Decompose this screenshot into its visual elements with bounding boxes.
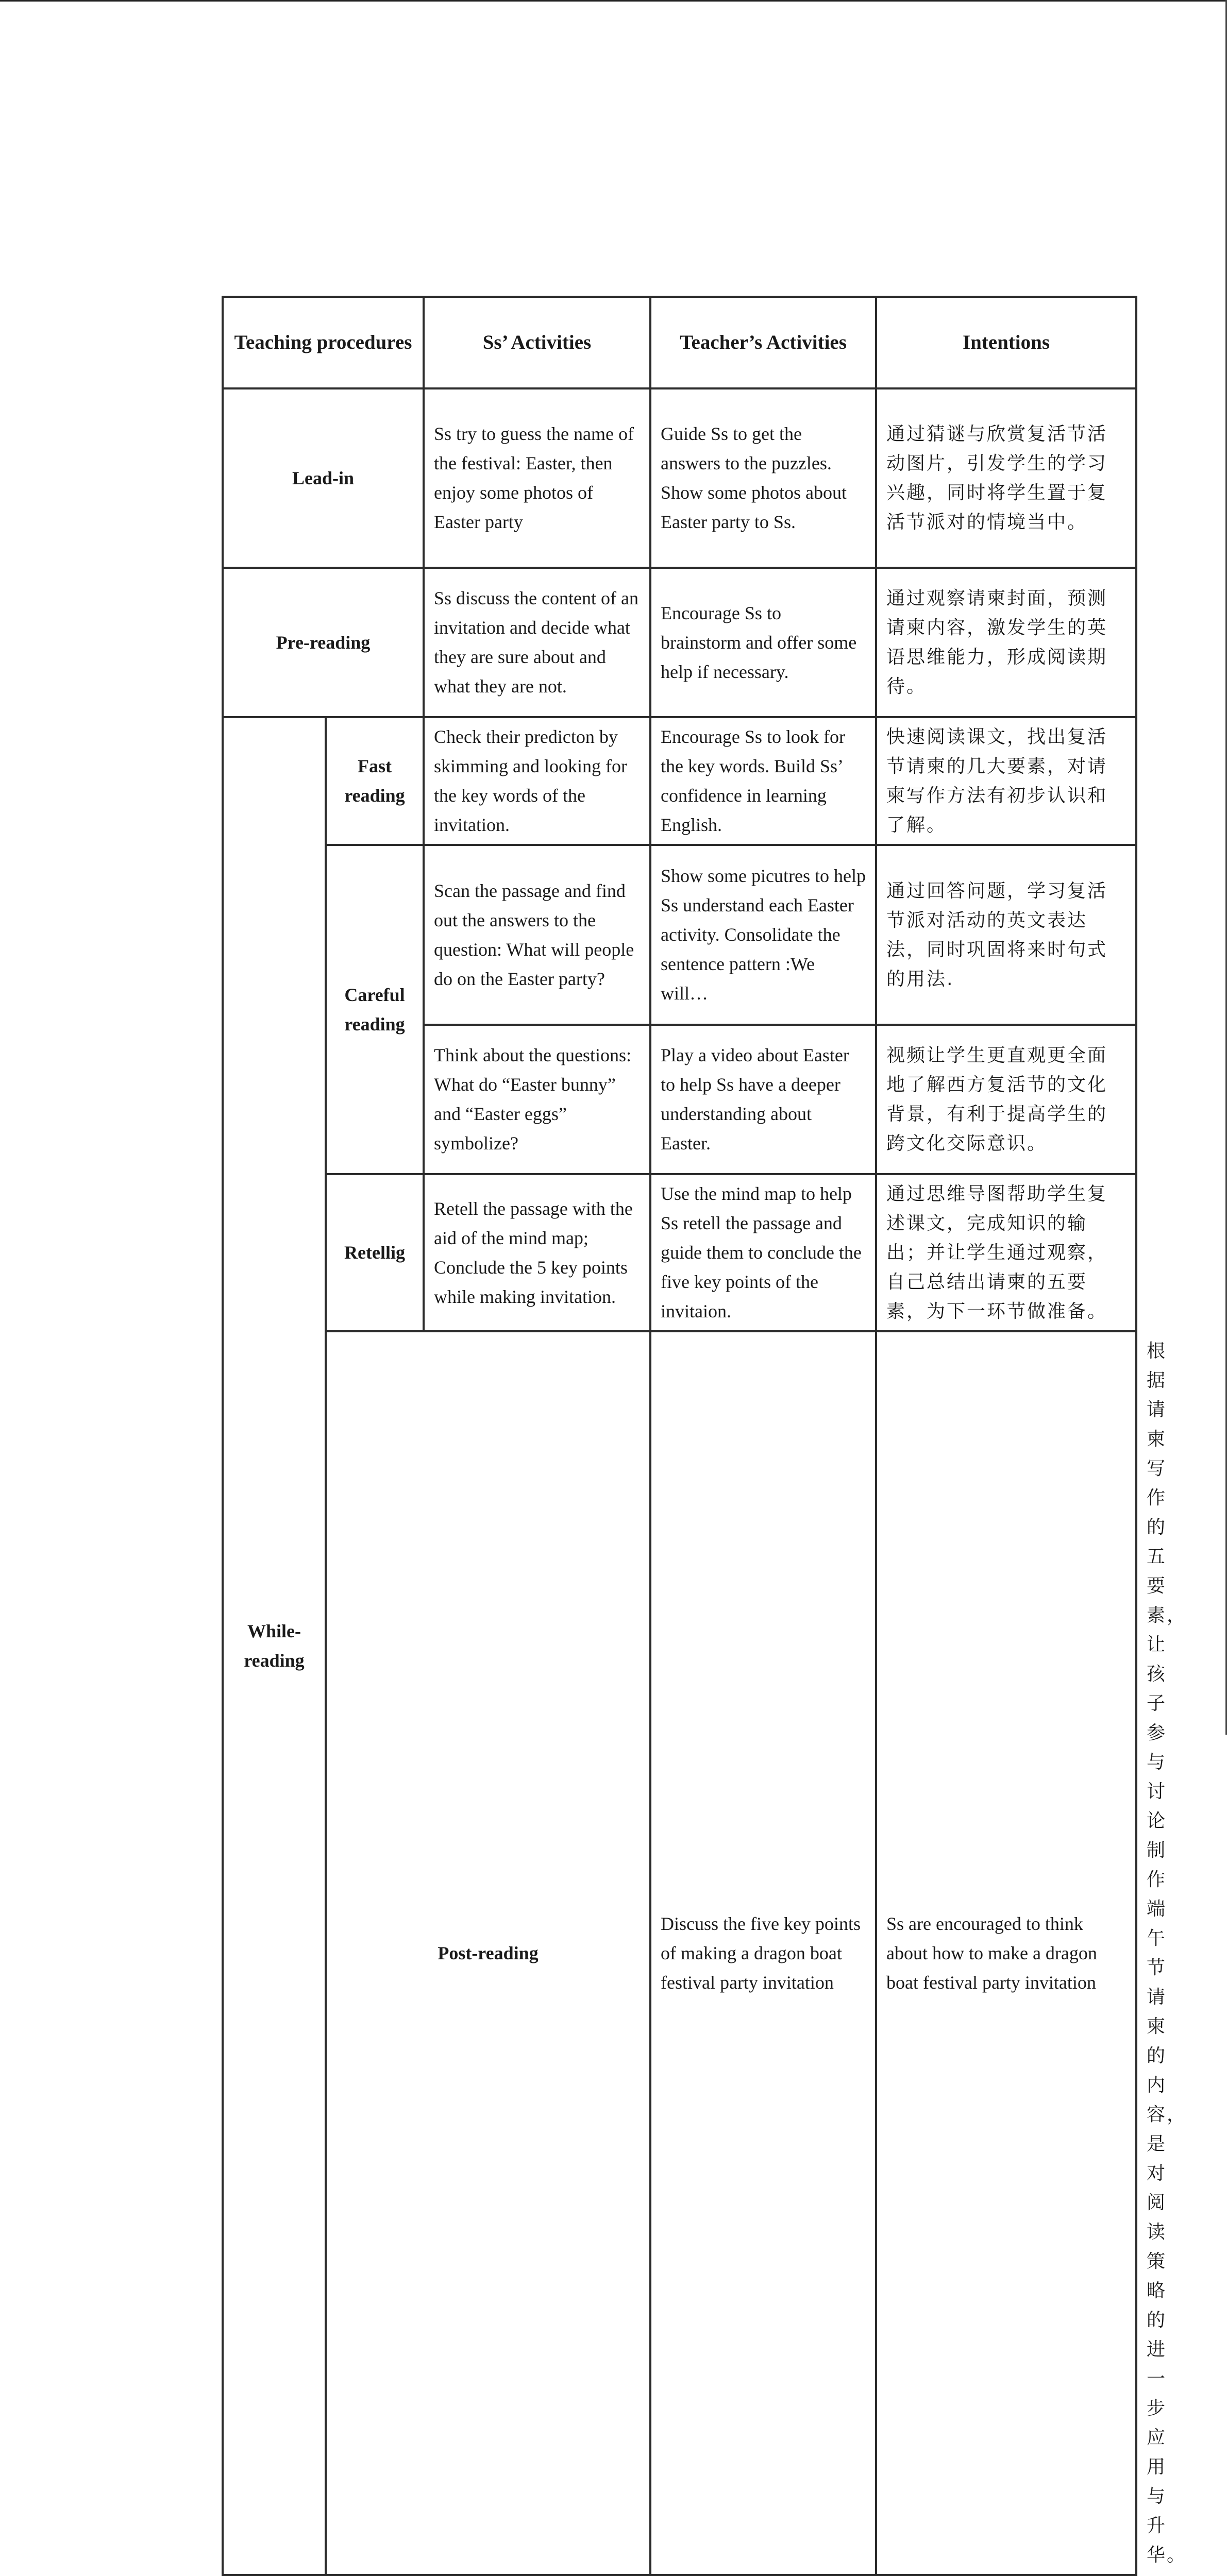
retelling-intention: 通过思维导图帮助学生复述课文，完成知识的输出；并让学生通过观察，自己总结出请柬的五要素，为下一环节做准备。 [876, 1174, 1136, 1331]
row-fast-reading [223, 717, 1136, 845]
header-ss-activities: Ss’ Activities [424, 297, 650, 388]
row-lead-in [223, 388, 1136, 568]
pre-reading-intention: 通过观察请柬封面，预测请柬内容，激发学生的英语思维能力，形成阅读期待。 [876, 568, 1136, 717]
substage-retelling: Retellig [326, 1174, 424, 1331]
substage-fast-reading: Fast reading [326, 717, 424, 845]
pre-reading-teacher-activities: Encourage Ss to brainstorm and offer some help if necessary. [650, 568, 876, 717]
stage-while-reading: While-reading [223, 717, 326, 2575]
stage-lead-in: Lead-in [223, 388, 424, 568]
careful-reading-a-ss-activities: Scan the passage and find out the answers to the question: What will people do on the Easter party? [424, 845, 650, 1025]
teaching-plan-table [222, 296, 1187, 2576]
careful-reading-b-intention: 视频让学生更直观更全面地了解西方复活节的文化背景，有利于提高学生的跨文化交际意识。 [876, 1025, 1136, 1174]
header-intentions: Intentions [876, 297, 1136, 388]
careful-reading-b-teacher-activities: Play a video about Easter to help Ss have a deeper understanding about Easter. [650, 1025, 876, 1174]
careful-reading-b-ss-activities: Think about the questions: What do “Easter bunny” and “Easter eggs” symbolize? [424, 1025, 650, 1174]
substage-careful-reading: Careful reading [326, 845, 424, 1174]
row-post-reading: Post-reading Discuss the five key points of making a dragon boat festival party invitation Ss are encouraged to think about how to make a dragon boat festival party invitation 根据请柬写作的五要素，让孩子参与讨论制作端午节请柬的内容，是对阅读策略的进一步应用与升华。 [223, 1331, 1136, 2575]
fast-reading-teacher-activities: Encourage Ss to look for the key words. Build Ss’ confidence in learning English. [650, 717, 876, 845]
row-pre-reading [223, 568, 1136, 717]
careful-reading-a-intention: 通过回答问题，学习复活节派对活动的英文表达法，同时巩固将来时句式的用法. [876, 845, 1136, 1025]
pre-reading-ss-activities: Ss discuss the content of an invitation and decide what they are sure about and what they are not. [424, 568, 650, 717]
stage-post-reading: Post-reading [326, 1331, 650, 2575]
post-reading-ss-activities: Discuss the five key points of making a dragon boat festival party invitation [650, 1331, 876, 2575]
header-row [223, 297, 1136, 388]
post-reading-teacher-activities: Ss are encouraged to think about how to make a dragon boat festival party invitation [876, 1331, 1136, 2575]
careful-reading-a-teacher-activities: Show some picutres to help Ss understand each Easter activity. Consolidate the sentence pattern :We will… [650, 845, 876, 1025]
stage-pre-reading: Pre-reading [223, 568, 424, 717]
fast-reading-ss-activities: Check their predicton by skimming and looking for the key words of the invitation. [424, 717, 650, 845]
lead-in-ss-activities: Ss try to guess the name of the festival: Easter, then enjoy some photos of Easter party [424, 388, 650, 568]
fast-reading-intention: 快速阅读课文，找出复活节请柬的几大要素，对请柬写作方法有初步认识和了解。 [876, 717, 1136, 845]
retelling-teacher-activities: Use the mind map to help Ss retell the passage and guide them to conclude the five key points of the invitaion. [650, 1174, 876, 1331]
row-careful-reading-a [223, 845, 1136, 1025]
header-procedures: Teaching procedures [223, 297, 424, 388]
row-retelling [223, 1174, 1136, 1331]
header-teacher-activities: Teacher’s Activities [650, 297, 876, 388]
retelling-ss-activities: Retell the passage with the aid of the mind map; Conclude the 5 key points while making invitation. [424, 1174, 650, 1331]
lead-in-teacher-activities: Guide Ss to get the answers to the puzzles. Show some photos about Easter party to Ss. [650, 388, 876, 568]
lead-in-intention: 通过猜谜与欣赏复活节活动图片，引发学生的学习兴趣，同时将学生置于复活节派对的情境当中。 [876, 388, 1136, 568]
page-top-border [0, 0, 1227, 2]
